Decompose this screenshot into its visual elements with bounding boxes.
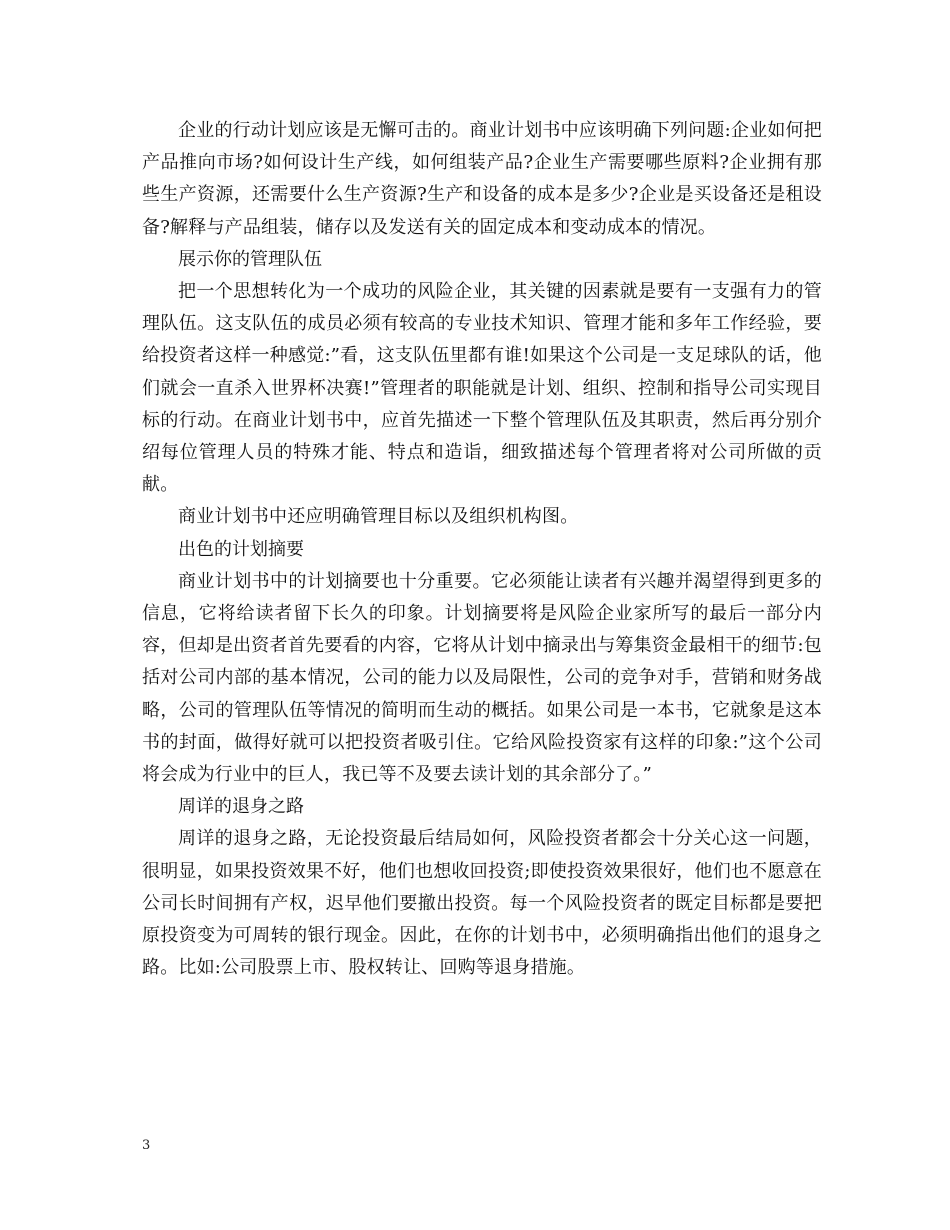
- paragraph-action-plan: 企业的行动计划应该是无懈可击的。商业计划书中应该明确下列问题:企业如何把产品推向市场?如何设计生产线，如何组装产品?企业生产需要哪些原料?企业拥有那些生产资源，还需要什么生产资源?生产和设备的成本是多少?企业是买设备还是租设备?解释与产品组装，储存以及发送有关的固定成本和变动成本的情况。: [142, 120, 822, 238]
- paragraph-management-team: 把一个思想转化为一个成功的风险企业，其关键的因素就是要有一支强有力的管理队伍。这支队伍的成员必须有较高的专业技术知识、管理才能和多年工作经验，要给投资者这样一种感觉:”看，这支队伍里都有谁!如果这个公司是一支足球队的话，他们就会一直杀入世界杯决赛!”管理者的职能就是计划、组织、控制和指导公司实现目标的行动。在商业计划书中，应首先描述一下整个管理队伍及其职责，然后再分别介绍每位管理人员的特殊才能、特点和造诣，细致描述每个管理者将对公司所做的贡献。: [142, 281, 822, 496]
- page-number: 3: [142, 1138, 151, 1153]
- paragraph-org-chart: 商业计划书中还应明确管理目标以及组织机构图。: [178, 506, 579, 528]
- document-body: [142, 115, 822, 984]
- heading-executive-summary: 出色的计划摘要: [178, 538, 304, 560]
- heading-management-team: 展示你的管理队伍: [178, 248, 322, 270]
- paragraph-executive-summary: 商业计划书中的计划摘要也十分重要。它必须能让读者有兴趣并渴望得到更多的信息，它将给读者留下长久的印象。计划摘要将是风险企业家所写的最后一部分内容，但却是出资者首先要看的内容，它将从计划中摘录出与筹集资金最相干的细节:包括对公司内部的基本情况，公司的能力以及局限性，公司的竞争对手，营销和财务战略，公司的管理队伍等情况的简明而生动的概括。如果公司是一本书，它就象是这本书的封面，做得好就可以把投资者吸引住。它给风险投资家有这样的印象:”这个公司将会成为行业中的巨人，我已等不及要去读计划的其余部分了。”: [142, 570, 822, 786]
- heading-exit-strategy: 周详的退身之路: [178, 796, 304, 818]
- paragraph-exit-strategy: 周详的退身之路，无论投资最后结局如何，风险投资者都会十分关心这一问题，很明显，如果投资效果不好，他们也想收回投资;即使投资效果很好，他们也不愿意在公司长时间拥有产权，迟早他们要撤出投资。每一个风险投资者的既定目标都是要把原投资变为可周转的银行现金。因此，在你的计划书中，必须明确指出他们的退身之路。比如:公司股票上市、股权转让、回购等退身措施。: [142, 828, 822, 979]
